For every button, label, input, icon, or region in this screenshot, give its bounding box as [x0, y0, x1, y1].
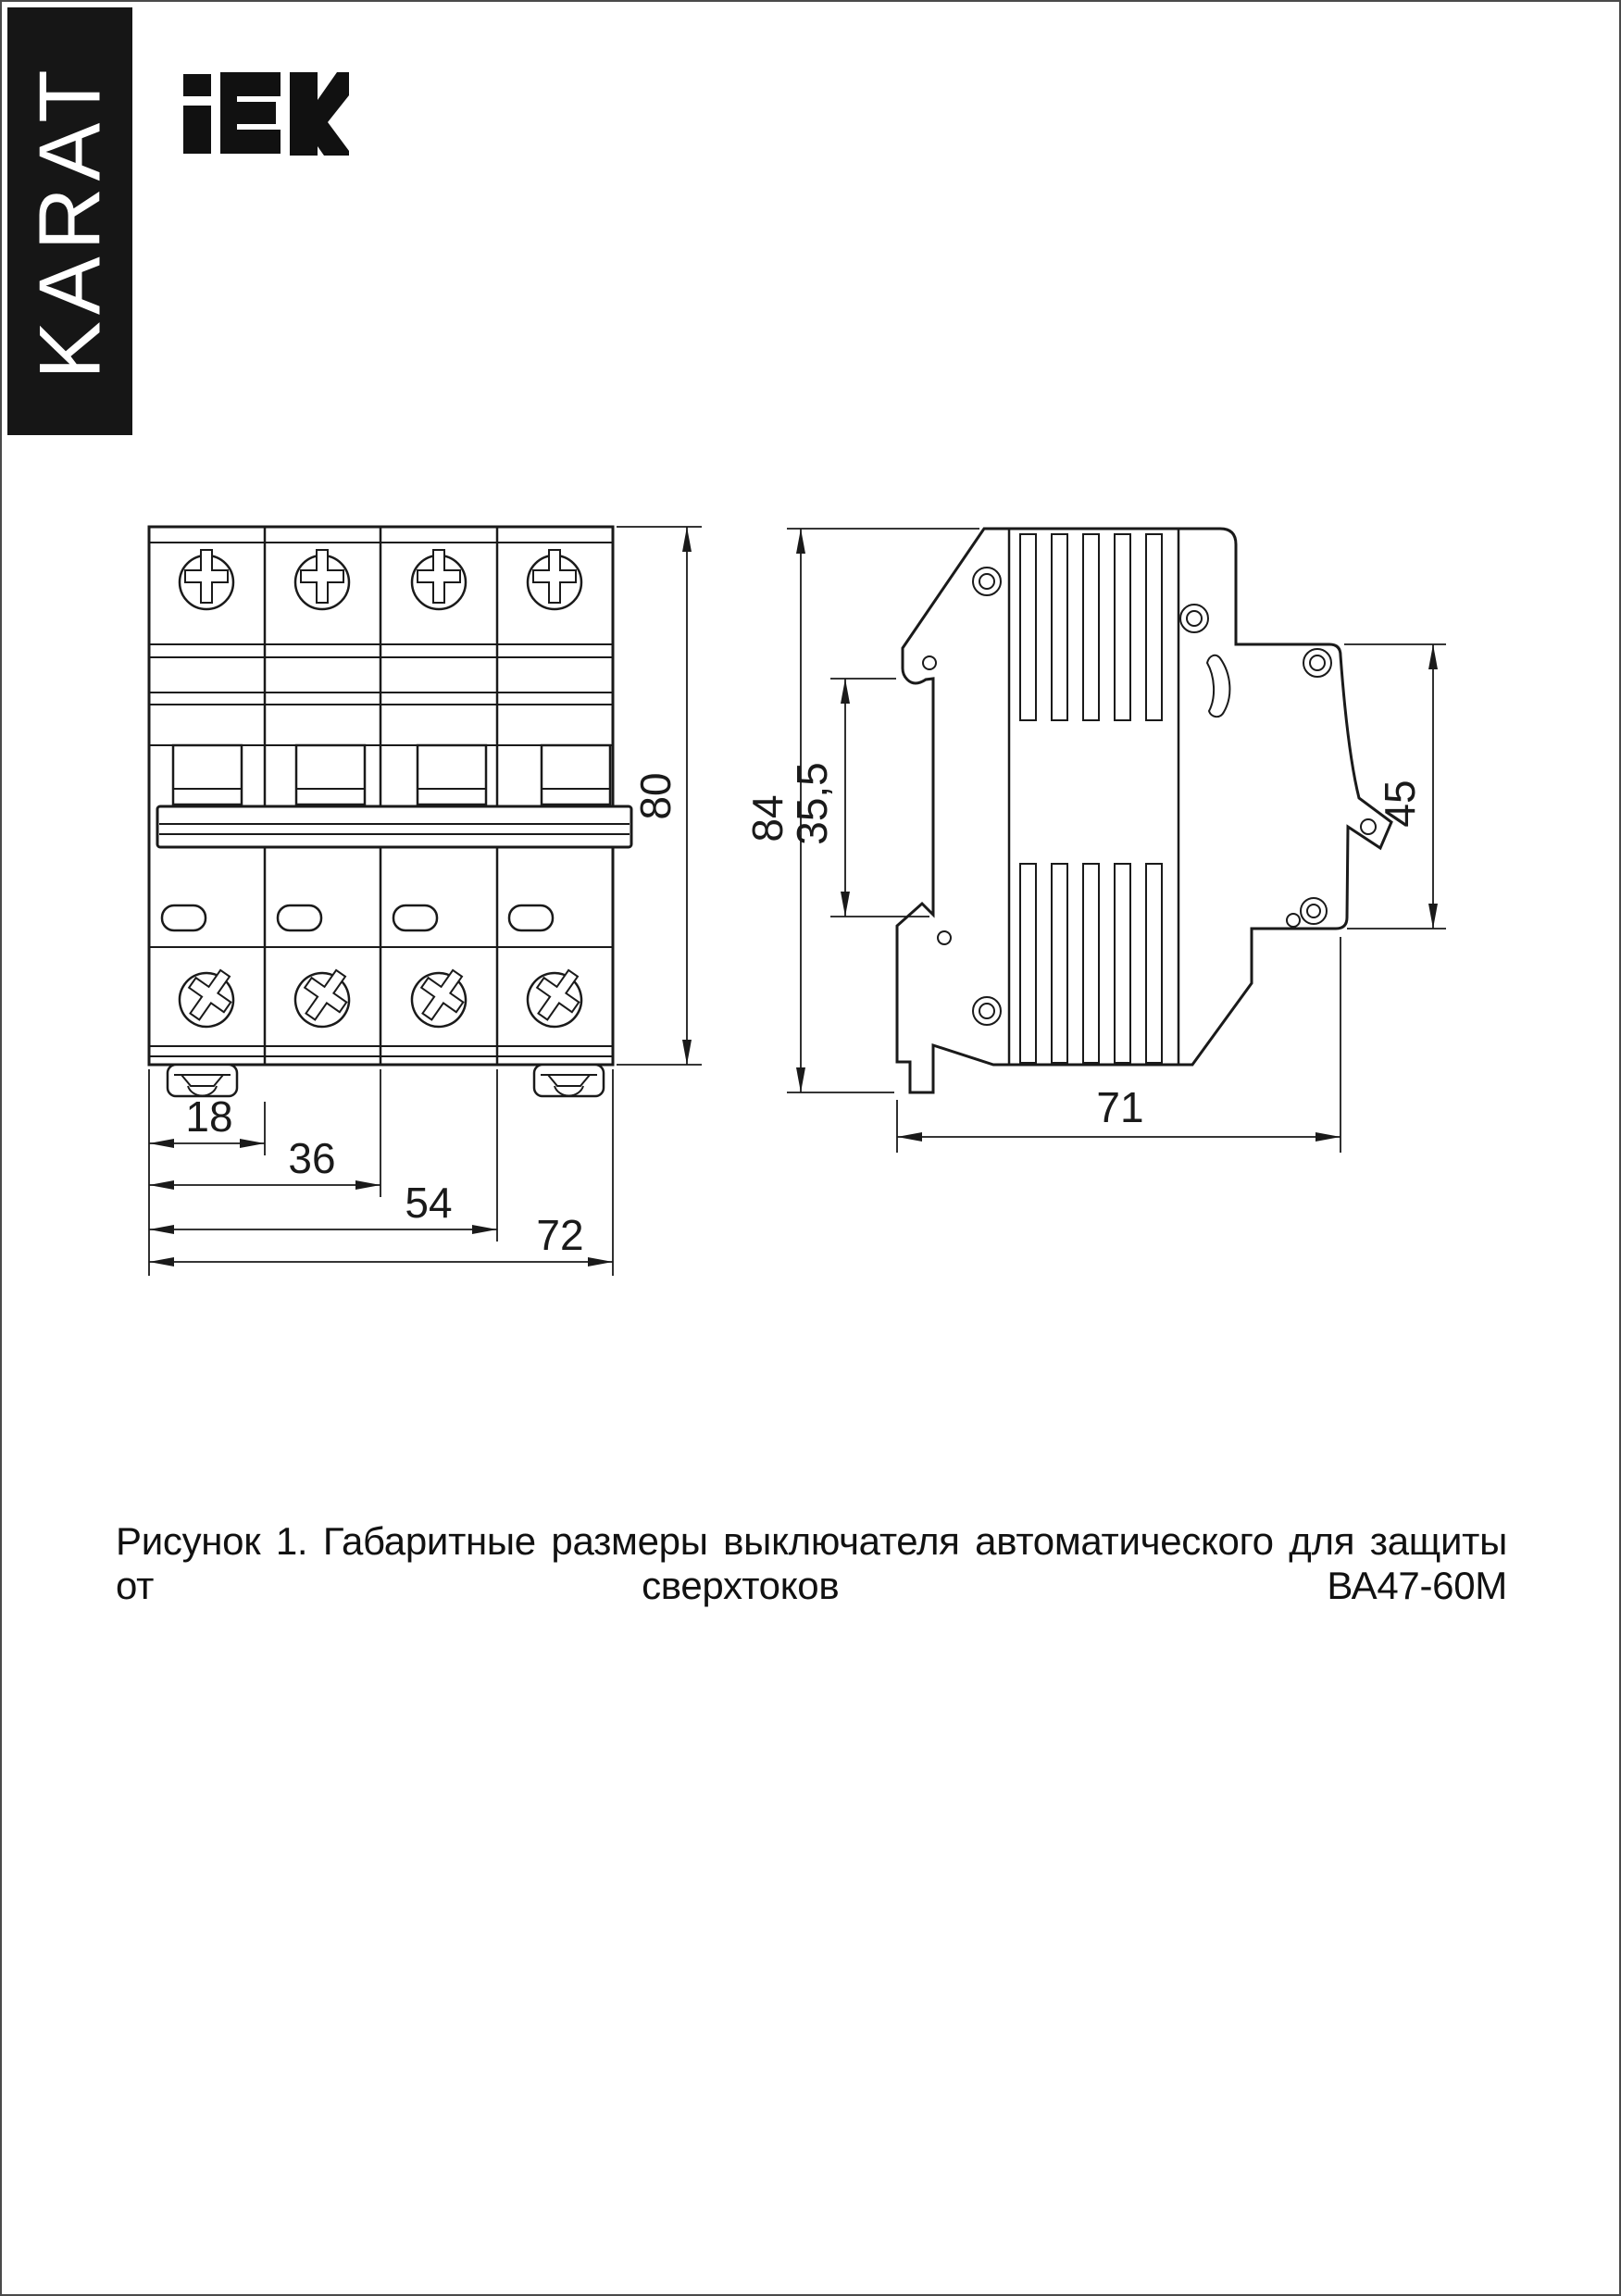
dim-80 — [617, 527, 702, 1065]
latch-hole — [1361, 819, 1376, 834]
dim-54-label: 54 — [405, 1179, 453, 1227]
karat-banner-text: KARAT — [20, 63, 118, 380]
dim-widths — [149, 1069, 613, 1276]
front-view — [149, 527, 702, 1276]
dim-35-5 — [788, 679, 929, 917]
dim-84-label: 84 — [743, 794, 792, 842]
din-clips — [168, 1065, 604, 1096]
dim-36-label: 36 — [288, 1134, 336, 1182]
dim-45 — [1344, 644, 1446, 929]
dim-80-label: 80 — [631, 772, 680, 820]
dim-45-label: 45 — [1376, 780, 1424, 828]
figure-caption: Рисунок 1. Габаритные размеры выключателя автоматического для защиты от сверхтоков ВА47-60М — [116, 1519, 1507, 1607]
side-view — [743, 529, 1446, 1153]
dim-71-label: 71 — [1096, 1083, 1144, 1131]
dim-72-label: 72 — [536, 1211, 584, 1259]
dim-18-label: 18 — [185, 1092, 233, 1141]
tie-crossbar — [157, 806, 631, 847]
dim-35-5-label: 35,5 — [788, 762, 836, 845]
